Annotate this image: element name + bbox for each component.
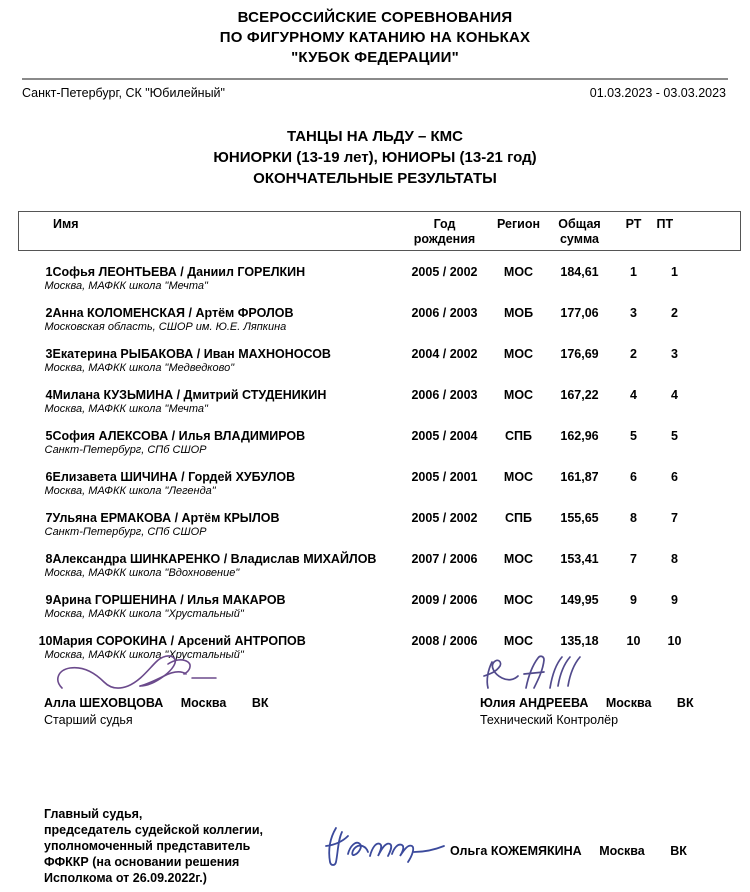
row-total-score: 177,06 <box>560 306 599 320</box>
spacer-cell <box>19 374 741 388</box>
row-club-tail <box>399 566 741 579</box>
row-birth-years: 2009 / 2006 <box>411 593 478 607</box>
head-referee-role-text <box>44 806 263 886</box>
row-region: МОС <box>503 593 534 607</box>
venue-text: Санкт-Петербург, СК "Юбилейный" <box>22 86 225 100</box>
signature-block-technical-controller <box>480 652 694 727</box>
technical-controller-name: Юлия АНДРЕЕВА <box>480 696 589 710</box>
row-total-score: 149,95 <box>560 593 599 607</box>
row-club: Санкт-Петербург, СПб СШОР <box>44 526 207 538</box>
row-pair-names: Ульяна ЕРМАКОВА / Артём КРЫЛОВ <box>52 511 280 525</box>
row-birth-years: 2008 / 2006 <box>411 634 478 648</box>
table-row-spacer <box>19 620 741 634</box>
row-pt-place: 7 <box>671 511 678 525</box>
row-total-score: 167,22 <box>560 388 599 402</box>
row-club-tail <box>399 320 741 333</box>
head-referee-city: Москва <box>599 844 645 858</box>
table-row-spacer <box>19 374 741 388</box>
row-rank: 4 <box>45 388 53 402</box>
table-row[interactable] <box>19 552 741 566</box>
row-club-tail <box>399 484 741 497</box>
head-referee-role-line-4: ФФККР (на основании решения <box>44 855 240 869</box>
row-club-tail <box>399 525 741 538</box>
table-row-spacer <box>19 333 741 347</box>
row-rt-place: 9 <box>630 593 637 607</box>
row-birth-years: 2006 / 2003 <box>411 388 478 402</box>
row-total-score: 161,87 <box>560 470 599 484</box>
row-rt-place: 1 <box>630 265 637 279</box>
row-rt-place: 8 <box>630 511 637 525</box>
spacer-cell <box>19 538 741 552</box>
head-referee-role-line-2: председатель судейской коллегии, <box>44 823 264 837</box>
head-referee-name: Ольга КОЖЕМЯКИНА <box>450 844 582 858</box>
row-total-score: 184,61 <box>560 265 599 279</box>
row-club-tail <box>399 402 741 415</box>
row-tail <box>695 634 741 648</box>
table-row-club <box>19 402 741 415</box>
row-tail <box>695 265 741 279</box>
table-row-spacer <box>19 579 741 593</box>
column-header-name: Имя <box>19 212 399 251</box>
table-row-spacer <box>19 292 741 306</box>
row-birth-years: 2006 / 2003 <box>411 306 478 320</box>
row-total-score: 155,65 <box>560 511 599 525</box>
row-region: МОС <box>503 265 534 279</box>
row-rank: 7 <box>45 511 53 525</box>
row-pt-place: 6 <box>671 470 678 484</box>
spacer-cell <box>19 415 741 429</box>
row-pt-place: 3 <box>671 347 678 361</box>
row-region: МОС <box>503 552 534 566</box>
row-club: Москва, МАФКК школа "Вдохновение" <box>44 567 240 579</box>
table-row-spacer <box>19 497 741 511</box>
table-row-club <box>19 525 741 538</box>
table-row-club <box>19 607 741 620</box>
row-club-tail <box>399 443 741 456</box>
document-header <box>0 0 750 68</box>
column-header-birth-year: Год рождения <box>399 212 491 251</box>
table-row-club <box>19 566 741 579</box>
row-rank: 9 <box>45 593 53 607</box>
row-club-tail <box>399 361 741 374</box>
row-pt-place: 10 <box>667 634 682 648</box>
event-result-status: ОКОНЧАТЕЛЬНЫЕ РЕЗУЛЬТАТЫ <box>253 170 497 187</box>
row-birth-years: 2005 / 2001 <box>411 470 478 484</box>
row-club: Москва, МАФКК школа "Хрустальный" <box>44 649 244 661</box>
row-pair-names: Анна КОЛОМЕНСКАЯ / Артём ФРОЛОВ <box>52 306 294 320</box>
row-birth-years: 2005 / 2004 <box>411 429 478 443</box>
row-pt-place: 5 <box>671 429 678 443</box>
row-rank: 6 <box>45 470 53 484</box>
row-rank: 3 <box>45 347 53 361</box>
column-header-free-dance: ПТ <box>655 212 741 251</box>
row-tail <box>695 552 741 566</box>
row-club: Москва, МАФКК школа "Мечта" <box>44 403 208 415</box>
row-pt-place: 9 <box>671 593 678 607</box>
row-rank: 10 <box>38 634 53 648</box>
row-region: МОС <box>503 634 534 648</box>
row-rt-place: 7 <box>630 552 637 566</box>
row-club: Москва, МАФКК школа "Мечта" <box>44 280 208 292</box>
row-tail <box>695 347 741 361</box>
head-referee-role-line-3: уполномоченный представитель <box>44 839 251 853</box>
row-rank: 8 <box>45 552 53 566</box>
table-row-club <box>19 279 741 292</box>
table-row-club <box>19 320 741 333</box>
head-referee-role-line-5: Исполкома от 26.09.2022г.) <box>44 871 207 885</box>
venue-date-row <box>22 86 726 100</box>
row-tail <box>695 388 741 402</box>
table-row[interactable] <box>19 634 741 648</box>
spacer-cell <box>19 579 741 593</box>
row-club: Санкт-Петербург, СПб СШОР <box>44 444 207 456</box>
row-total-score: 135,18 <box>560 634 599 648</box>
table-row-spacer <box>19 251 741 266</box>
spacer-cell <box>19 333 741 347</box>
row-rt-place: 4 <box>630 388 637 402</box>
row-pair-names: София АЛЕКСОВА / Илья ВЛАДИМИРОВ <box>52 429 306 443</box>
row-birth-years: 2005 / 2002 <box>411 265 478 279</box>
row-region: МОС <box>503 470 534 484</box>
row-rt-place: 10 <box>626 634 641 648</box>
competition-dates: 01.03.2023 - 03.03.2023 <box>589 86 726 100</box>
row-tail <box>695 306 741 320</box>
row-total-score: 176,69 <box>560 347 599 361</box>
row-region: МОБ <box>503 306 534 320</box>
signature-name-row-head-referee <box>450 844 687 858</box>
row-club-tail <box>399 279 741 292</box>
row-rank: 2 <box>45 306 53 320</box>
table-row-spacer <box>19 415 741 429</box>
technical-controller-qualification: ВК <box>676 696 694 710</box>
spacer-cell <box>19 497 741 511</box>
results-table <box>18 211 741 661</box>
row-rt-place: 3 <box>630 306 637 320</box>
row-pair-names: Елизавета ШИЧИНА / Гордей ХУБУЛОВ <box>52 470 296 484</box>
row-birth-years: 2007 / 2006 <box>411 552 478 566</box>
spacer-cell <box>19 620 741 634</box>
row-tail <box>695 470 741 484</box>
table-row-spacer <box>19 456 741 470</box>
results-table-body <box>19 251 741 662</box>
head-referee-qualification: ВК <box>670 844 687 858</box>
chief-judge-name: Алла ШЕХОВЦОВА <box>44 696 164 710</box>
row-pt-place: 2 <box>671 306 678 320</box>
event-discipline: ТАНЦЫ НА ЛЬДУ – КМС <box>287 128 463 145</box>
spacer-cell <box>19 251 741 266</box>
row-pt-place: 8 <box>671 552 678 566</box>
row-pair-names: Софья ЛЕОНТЬЕВА / Даниил ГОРЕЛКИН <box>52 265 306 279</box>
row-rt-place: 5 <box>630 429 637 443</box>
table-row[interactable] <box>19 388 741 402</box>
competition-title-line-1: ВСЕРОССИЙСКИЕ СОРЕВНОВАНИЯ <box>237 9 513 26</box>
row-rank: 1 <box>45 265 53 279</box>
technical-controller-role: Технический Контролёр <box>480 713 619 727</box>
row-region: СПБ <box>505 511 532 525</box>
competition-title-line-3: "КУБОК ФЕДЕРАЦИИ" <box>291 49 459 66</box>
table-row[interactable] <box>19 511 741 525</box>
table-row[interactable] <box>19 306 741 320</box>
signature-name-row-chief-judge <box>44 696 269 710</box>
row-birth-years: 2005 / 2002 <box>411 511 478 525</box>
signature-image-sheherovtsova <box>44 652 269 696</box>
chief-judge-role: Старший судья <box>44 713 133 727</box>
row-rt-place: 2 <box>630 347 637 361</box>
row-pt-place: 1 <box>671 265 678 279</box>
signature-name-row-technical-controller <box>480 696 694 710</box>
row-club: Московская область, СШОР им. Ю.Е. Ляпкина <box>44 321 287 333</box>
column-header-region: Регион <box>491 212 547 251</box>
row-region: МОС <box>503 388 534 402</box>
header-divider <box>22 78 728 80</box>
competition-title-line-2: ПО ФИГУРНОМУ КАТАНИЮ НА КОНЬКАХ <box>219 29 531 46</box>
row-tail <box>695 511 741 525</box>
signature-block-chief-judge <box>44 652 269 727</box>
row-region: СПБ <box>505 429 532 443</box>
chief-judge-city: Москва <box>180 696 227 710</box>
row-birth-years: 2004 / 2002 <box>411 347 478 361</box>
row-total-score: 153,41 <box>560 552 599 566</box>
row-club: Москва, МАФКК школа "Медведково" <box>44 362 235 374</box>
row-club-tail <box>399 607 741 620</box>
table-row[interactable] <box>19 265 741 279</box>
row-tail <box>695 593 741 607</box>
row-rank: 5 <box>45 429 53 443</box>
row-club: Москва, МАФКК школа "Легенда" <box>44 485 216 497</box>
table-row-club <box>19 484 741 497</box>
spacer-cell <box>19 292 741 306</box>
spacer-cell <box>19 456 741 470</box>
row-pair-names: Екатерина РЫБАКОВА / Иван МАХНОНОСОВ <box>52 347 331 361</box>
row-region: МОС <box>503 347 534 361</box>
event-category: ЮНИОРКИ (13-19 лет), ЮНИОРЫ (13-21 год) <box>213 149 537 166</box>
table-row[interactable] <box>19 429 741 443</box>
row-pair-names: Александра ШИНКАРЕНКО / Владислав МИХАЙЛОВ <box>52 552 377 566</box>
table-row[interactable] <box>19 470 741 484</box>
row-pt-place: 4 <box>671 388 678 402</box>
column-header-total-score: Общая сумма <box>547 212 613 251</box>
row-pair-names: Арина ГОРШЕНИНА / Илья МАКАРОВ <box>52 593 286 607</box>
results-table-head <box>19 212 741 251</box>
table-row-club <box>19 443 741 456</box>
row-club: Москва, МАФКК школа "Хрустальный" <box>44 608 244 620</box>
row-pair-names: Мария СОРОКИНА / Арсений АНТРОПОВ <box>52 634 306 648</box>
technical-controller-city: Москва <box>605 696 652 710</box>
signature-image-andreeva <box>480 652 694 696</box>
table-row[interactable] <box>19 593 741 607</box>
results-table-wrapper <box>18 211 740 661</box>
head-referee-role-line-1: Главный судья, <box>44 807 143 821</box>
table-row-spacer <box>19 538 741 552</box>
row-tail <box>695 429 741 443</box>
event-title-block <box>0 126 750 189</box>
row-rt-place: 6 <box>630 470 637 484</box>
column-header-rhythm-dance: РТ <box>613 212 655 251</box>
table-header-row <box>19 212 741 251</box>
row-pair-names: Милана КУЗЬМИНА / Дмитрий СТУДЕНИКИН <box>52 388 327 402</box>
table-row-club <box>19 361 741 374</box>
table-row[interactable] <box>19 347 741 361</box>
row-total-score: 162,96 <box>560 429 599 443</box>
chief-judge-qualification: ВК <box>251 696 269 710</box>
signature-area <box>0 652 750 752</box>
